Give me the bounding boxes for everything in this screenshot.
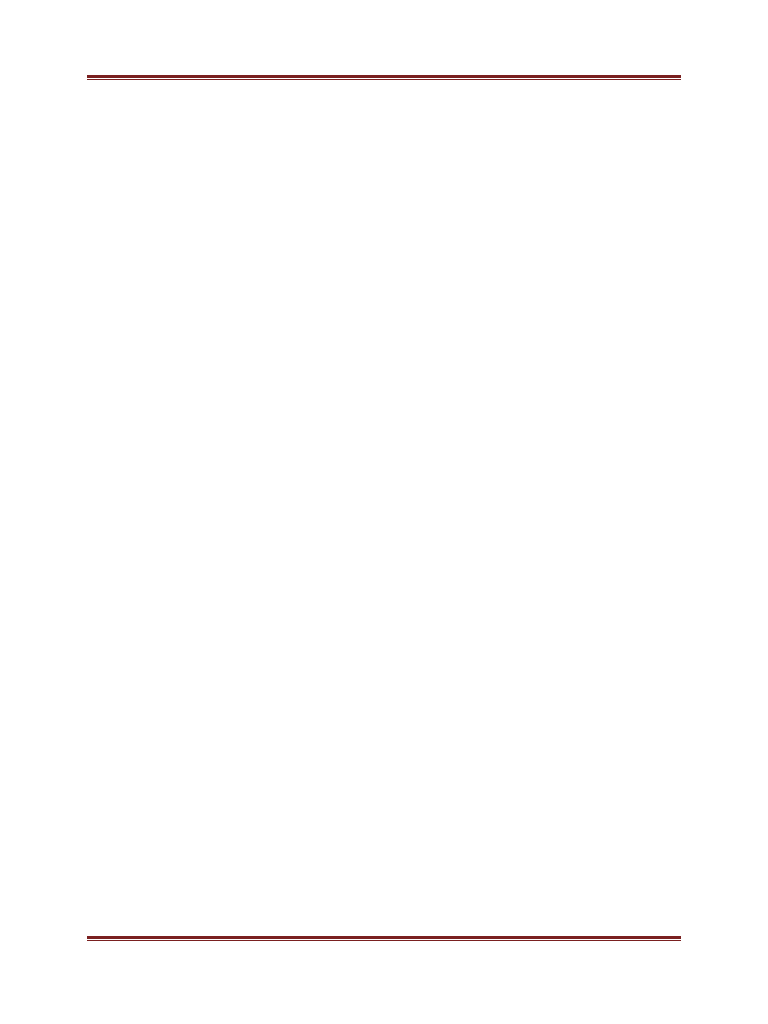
title-divider <box>87 75 681 80</box>
document-page <box>55 44 715 979</box>
footer-divider <box>87 936 681 941</box>
